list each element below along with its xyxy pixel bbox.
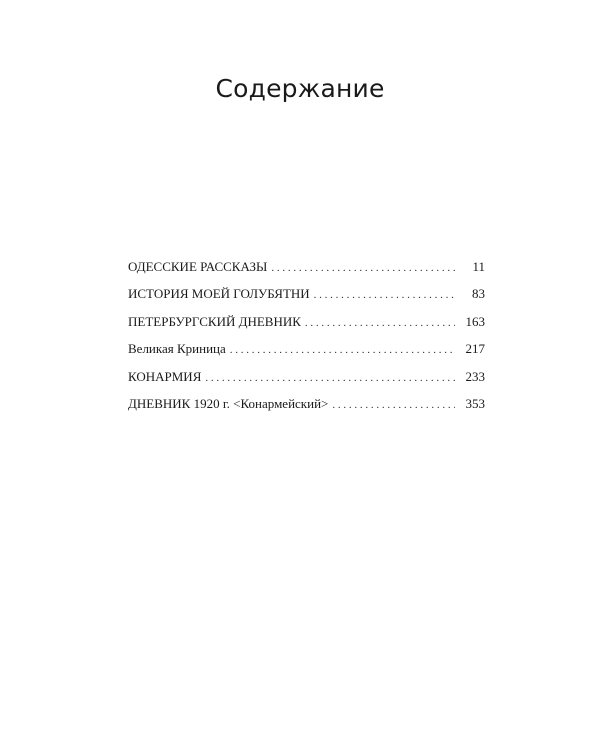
toc-entry[interactable] <box>128 367 485 394</box>
dot-leader <box>230 340 455 360</box>
toc-page-number: 83 <box>472 286 485 302</box>
toc-entry-title: ОДЕССКИЕ РАССКАЗЫ <box>128 259 268 274</box>
dot-leader <box>305 313 455 333</box>
toc-page-number: 217 <box>465 341 485 357</box>
toc-page-number: 233 <box>465 368 485 384</box>
table-of-contents <box>128 257 485 421</box>
dot-leader <box>271 258 455 278</box>
toc-entry-title: Великая Криница <box>128 341 226 357</box>
toc-entry[interactable] <box>128 284 485 311</box>
toc-entry-title: ИСТОРИЯ МОЕЙ ГОЛУБЯТНИ <box>128 286 310 302</box>
toc-entry[interactable] <box>128 312 485 339</box>
dot-leader <box>205 368 455 388</box>
dot-leader <box>332 395 455 415</box>
toc-entry[interactable] <box>128 257 485 284</box>
toc-entry-title: КОНАРМИЯ <box>128 368 202 384</box>
toc-page-number: 11 <box>472 259 485 274</box>
dot-leader <box>314 285 455 305</box>
toc-entry[interactable] <box>128 339 485 366</box>
toc-entry-title: ДНЕВНИК 1920 г. <Конармейский> <box>128 395 329 411</box>
toc-page-number: 163 <box>465 313 485 329</box>
page-title: Содержание <box>215 74 385 103</box>
toc-page-number: 353 <box>465 395 485 411</box>
toc-entry-title: ПЕТЕРБУРГСКИЙ ДНЕВНИК <box>128 313 301 329</box>
toc-entry[interactable] <box>128 394 485 421</box>
